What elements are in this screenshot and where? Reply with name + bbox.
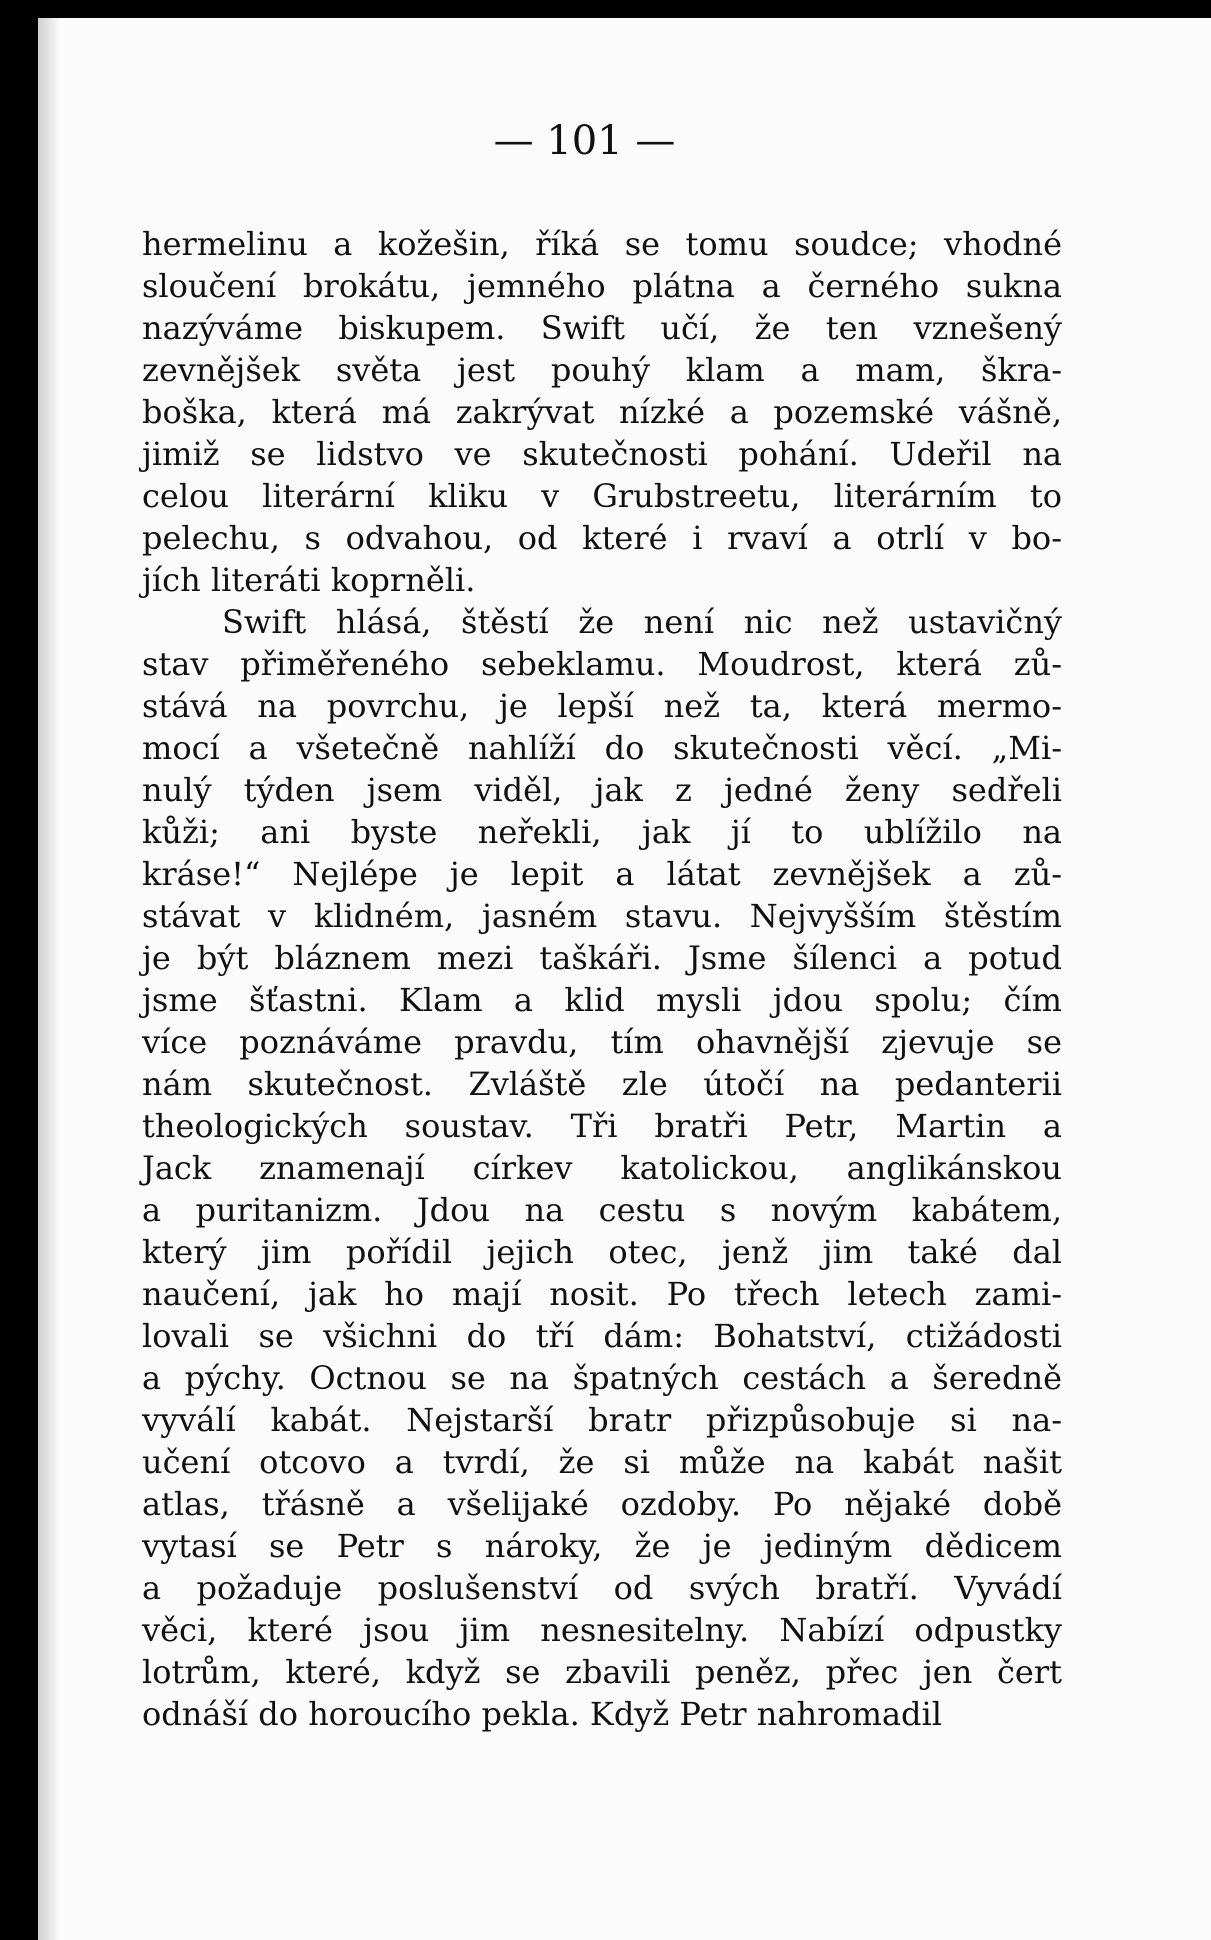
text-line: naučení, jak ho mají nosit. Po třech letech zami-: [142, 1275, 1062, 1313]
page-edge-shadow: [38, 18, 60, 1940]
text-line: lotrům, které, když se zbavili peněz, přec jen čert: [142, 1653, 1062, 1691]
text-line: jsme šťastni. Klam a klid mysli jdou spolu; čím: [142, 981, 1062, 1019]
text-line: nám skutečnost. Zvláště zle útočí na pedanterii: [142, 1065, 1062, 1103]
text-line: více poznáváme pravdu, tím ohavnější zjevuje se: [142, 1023, 1062, 1061]
text-line: atlas, třásně a všelijaké ozdoby. Po nějaké době: [142, 1485, 1062, 1523]
text-line: je být bláznem mezi taškáři. Jsme šílenci a potud: [142, 939, 1062, 977]
text-line: Jack znamenají církev katolickou, anglikánskou: [142, 1149, 1062, 1187]
page-number: — 101 —: [493, 118, 676, 164]
text-line: který jim pořídil jejich otec, jenž jim také dal: [142, 1233, 1062, 1271]
paragraph-start-line: Swift hlásá, štěstí že není nic než ustavičný: [222, 603, 1062, 641]
text-line: kůži; ani byste neřekli, jak jí to ublížilo na: [142, 813, 1062, 851]
text-line: věci, které jsou jim nesnesitelny. Nabízí odpustky: [142, 1611, 1062, 1649]
text-line: sloučení brokátu, jemného plátna a černého sukna: [142, 267, 1062, 305]
body-text: [142, 223, 1062, 1735]
text-line: vytasí se Petr s nároky, že je jediným dědicem: [142, 1527, 1062, 1565]
text-line: jích literáti koprněli.: [142, 561, 476, 599]
text-line: a požaduje poslušenství od svých bratří. Vyvádí: [142, 1569, 1062, 1607]
text-line: celou literární kliku v Grubstreetu, literárním to: [142, 477, 1062, 515]
text-line: stává na povrchu, je lepší než ta, která mermo-: [142, 687, 1062, 725]
text-line: učení otcovo a tvrdí, že si může na kabát našit: [142, 1443, 1062, 1481]
text-line: a puritanizm. Jdou na cestu s novým kabátem,: [142, 1191, 1062, 1229]
text-line: mocí a všetečně nahlíží do skutečnosti věcí. „Mi-: [142, 729, 1062, 767]
text-line: nazýváme biskupem. Swift učí, že ten vznešený: [142, 309, 1062, 347]
text-line: zevnějšek světa jest pouhý klam a mam, škra-: [142, 351, 1062, 389]
text-line: nulý týden jsem viděl, jak z jedné ženy sedřeli: [142, 771, 1062, 809]
text-line: lovali se všichni do tří dám: Bohatství, ctižádosti: [142, 1317, 1062, 1355]
text-line: pelechu, s odvahou, od které i rvaví a otrlí v bo-: [142, 519, 1062, 557]
text-line: a pýchy. Octnou se na špatných cestách a šeredně: [142, 1359, 1062, 1397]
text-line: stav přiměřeného sebeklamu. Moudrost, která zů-: [142, 645, 1062, 683]
text-line: theologických soustav. Tři bratři Petr, Martin a: [142, 1107, 1062, 1145]
text-line: odnáší do horoucího pekla. Když Petr nahromadil: [142, 1695, 942, 1733]
text-line: kráse!“ Nejlépe je lepit a látat zevnějšek a zů-: [142, 855, 1062, 893]
text-line: stávat v klidném, jasném stavu. Nejvyšším štěstím: [142, 897, 1062, 935]
book-page: [38, 18, 1211, 1940]
text-line: hermelinu a kožešin, říká se tomu soudce; vhodné: [142, 225, 1062, 263]
text-line: jimiž se lidstvo ve skutečnosti pohání. Udeřil na: [142, 435, 1062, 473]
text-line: vyválí kabát. Nejstarší bratr přizpůsobuje si na-: [142, 1401, 1062, 1439]
text-line: boška, která má zakrývat nízké a pozemské vášně,: [142, 393, 1062, 431]
